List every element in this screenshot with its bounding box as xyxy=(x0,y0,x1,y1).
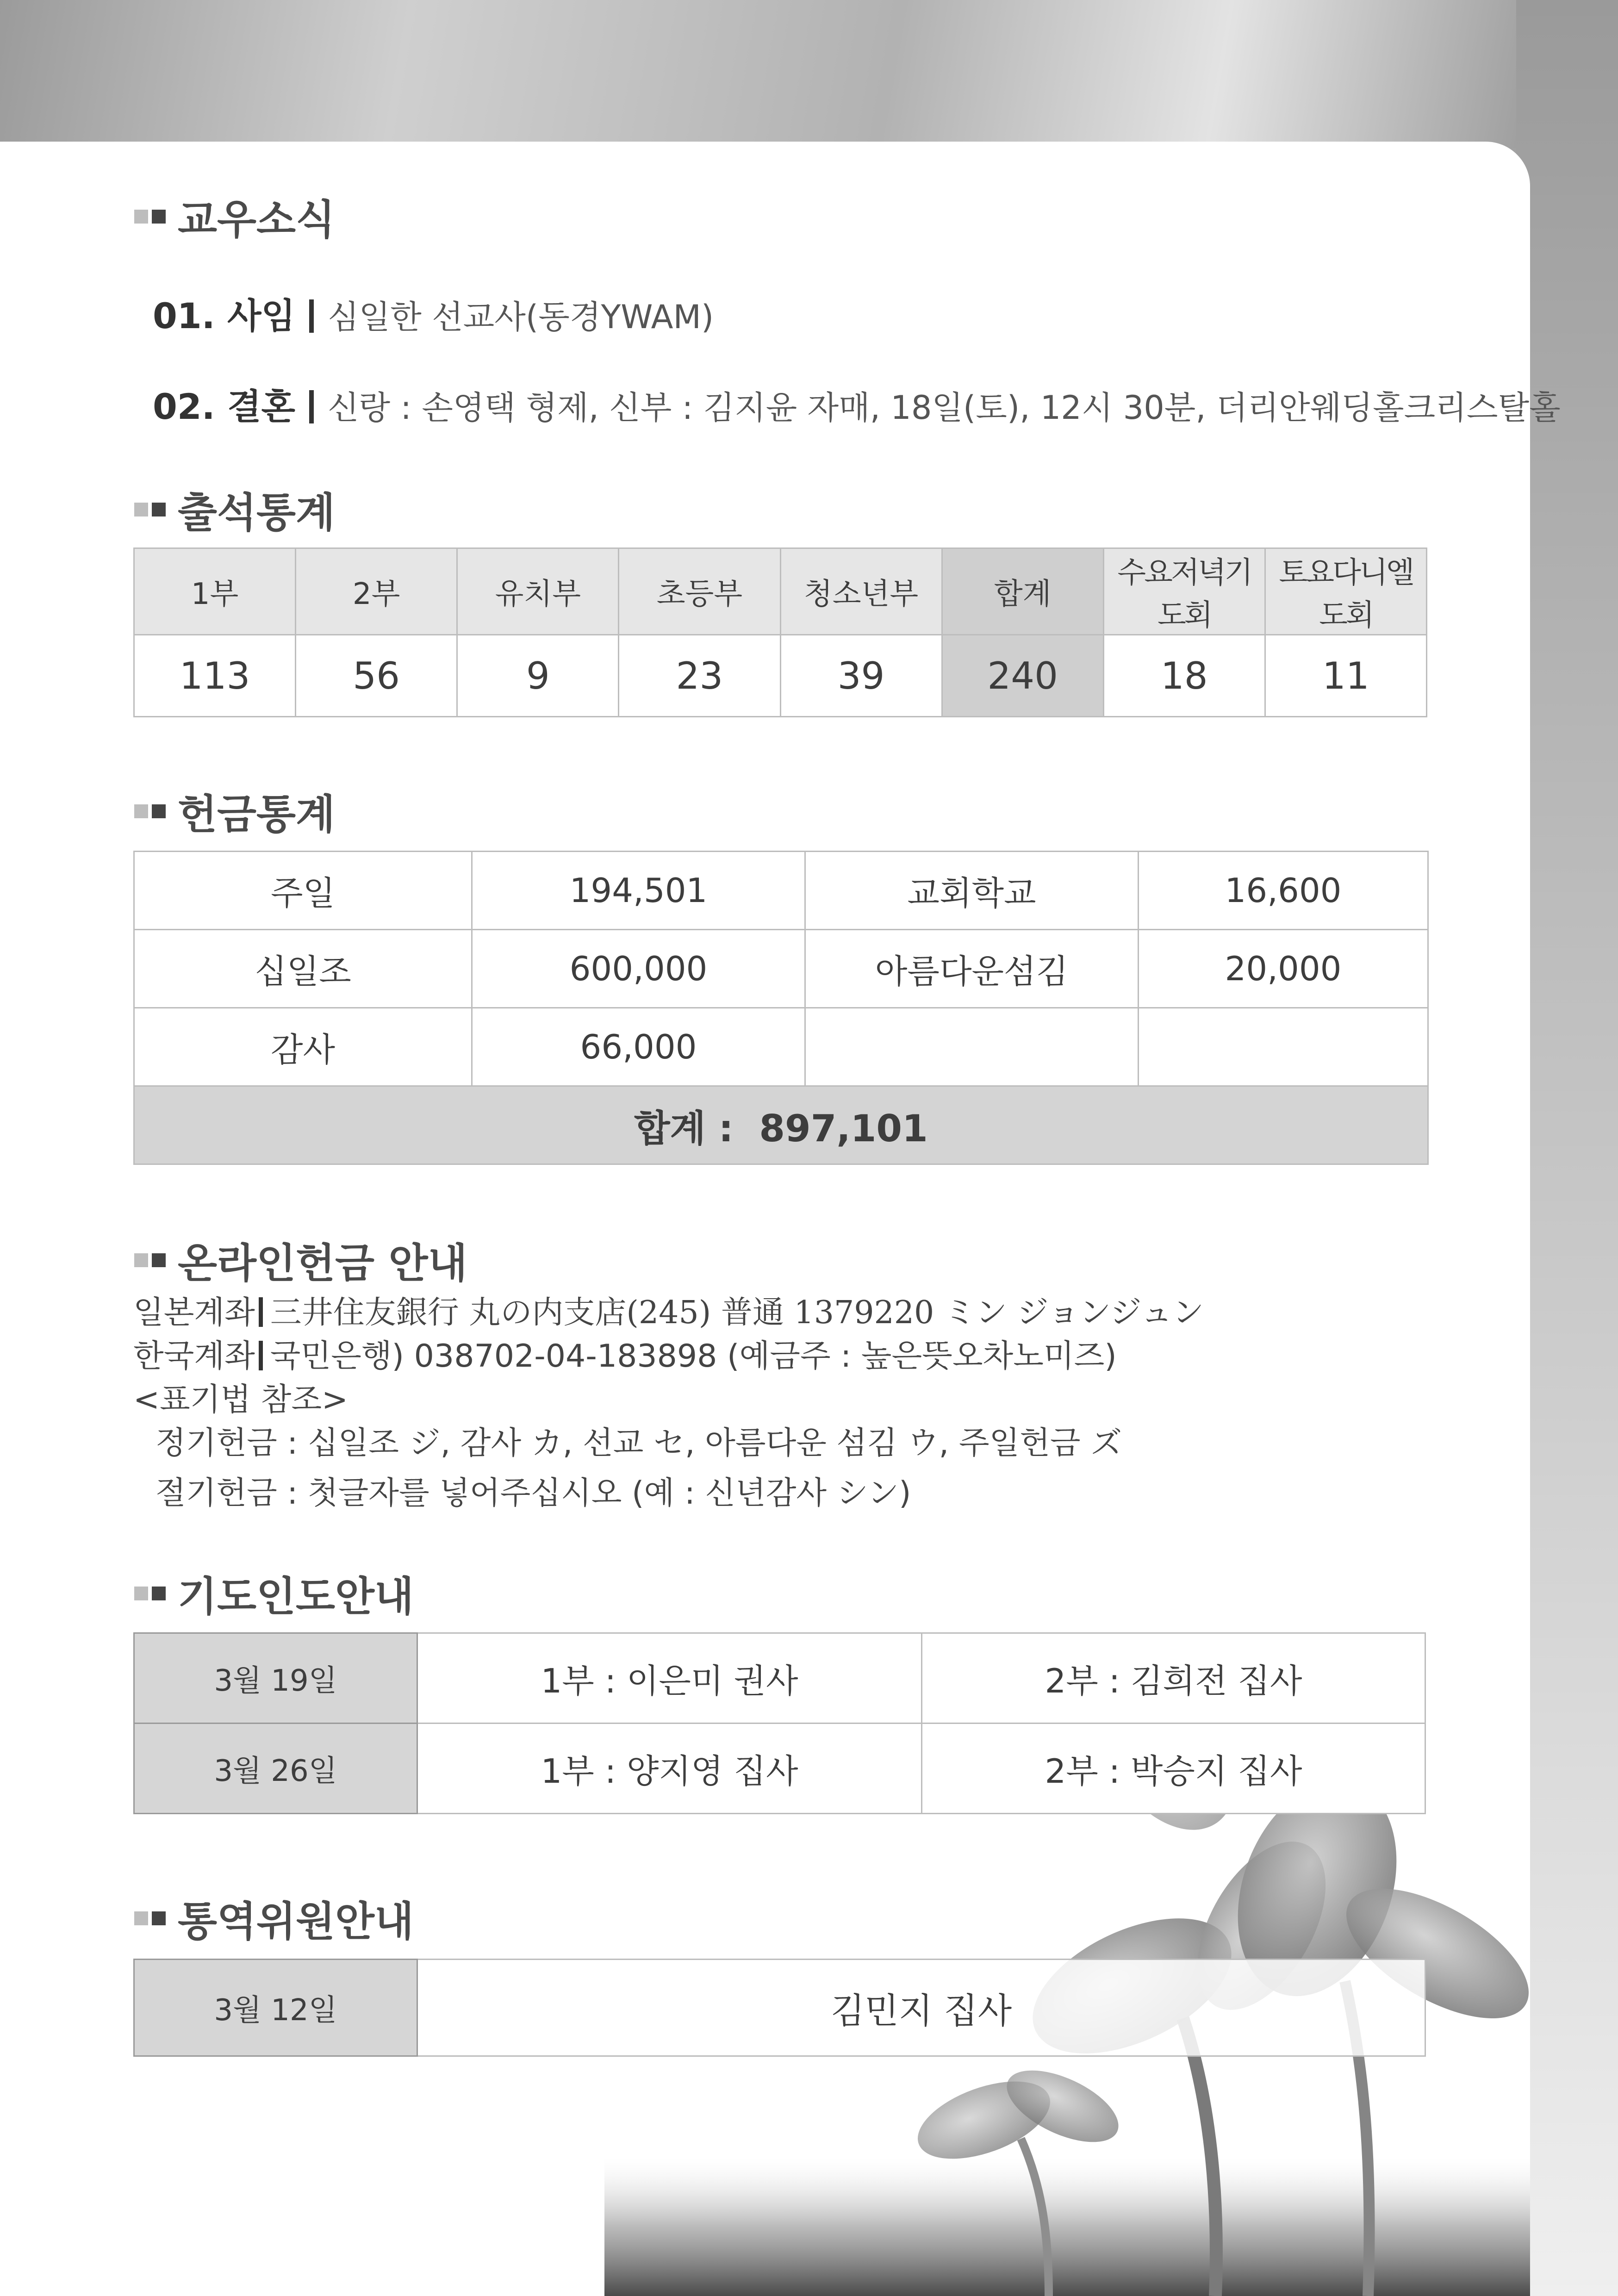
japan-account: 일본계좌 三井住友銀行 丸の内支店(245) 普通 1379220 ミン ジョンジュン xyxy=(133,1294,1204,1331)
prayer-date: 3월 26일 xyxy=(134,1724,417,1814)
attendance-value: 39 xyxy=(780,635,942,717)
interpreter-table xyxy=(133,1959,1426,2057)
attendance-header-total: 합계 xyxy=(942,548,1103,635)
section-title-interpreter: 통역위원안내 xyxy=(134,1889,414,1948)
attendance-value: 23 xyxy=(619,635,780,717)
table-row xyxy=(134,930,1428,1008)
prayer-first-service: 1부 : 이은미 권사 xyxy=(417,1633,922,1724)
table-row xyxy=(134,1960,1425,2056)
section-title-attendance: 출석통계 xyxy=(134,480,335,539)
regular-offering-note: 정기헌금 : 십일조 ジ, 감사 カ, 선교 セ, 아름다운 섬김 ウ, 주일헌금 ズ xyxy=(156,1425,1122,1462)
table-row xyxy=(134,1724,1425,1814)
section-marker-icon xyxy=(134,210,166,224)
section-title-prayer: 기도인도안내 xyxy=(134,1564,414,1623)
offering-amount: 194,501 xyxy=(472,852,805,930)
attendance-header: 초등부 xyxy=(619,548,780,635)
seasonal-offering-note: 절기헌금 : 첫글자를 넣어주십시오 (예 : 신년감사 シン) xyxy=(156,1475,911,1512)
table-row xyxy=(134,1008,1428,1086)
attendance-header: 2부 xyxy=(296,548,457,635)
attendance-header: 수요저녁기도회 xyxy=(1103,548,1265,635)
attendance-value: 56 xyxy=(296,635,457,717)
section-marker-icon xyxy=(134,1911,166,1925)
interpreter-name: 김민지 집사 xyxy=(417,1960,1425,2056)
offering-total xyxy=(134,1086,1428,1164)
offering-table xyxy=(133,851,1429,1165)
attendance-header: 청소년부 xyxy=(780,548,942,635)
attendance-value: 9 xyxy=(457,635,619,717)
news-item: 01. 사임 심일한 선교사(동경YWAM) xyxy=(153,295,714,336)
offering-amount: 16,600 xyxy=(1139,852,1428,930)
attendance-value: 113 xyxy=(134,635,296,717)
attendance-header-row xyxy=(134,548,1427,635)
news-item: 02. 결혼 신랑 : 손영택 형제, 신부 : 김지윤 자매, 18일(토), 12시 30분, 더리안웨딩홀크리스탈홀 xyxy=(153,386,1561,427)
prayer-second-service: 2부 : 박승지 집사 xyxy=(922,1724,1425,1814)
offering-amount: 66,000 xyxy=(472,1008,805,1086)
prayer-second-service: 2부 : 김희전 집사 xyxy=(922,1633,1425,1724)
korea-account: 한국계좌 국민은행) 038702-04-183898 (예금주 : 높은뜻오차노미즈) xyxy=(133,1338,1117,1375)
section-title-news: 교우소식 xyxy=(134,187,335,246)
section-marker-icon xyxy=(134,1253,166,1267)
section-marker-icon xyxy=(134,503,166,516)
attendance-value-total: 240 xyxy=(942,635,1103,717)
section-title-online: 온라인헌금 안내 xyxy=(134,1231,467,1289)
offering-amount: 20,000 xyxy=(1139,930,1428,1008)
offering-label: 주일 xyxy=(134,852,472,930)
interpreter-date: 3월 12일 xyxy=(134,1960,417,2056)
attendance-header: 유치부 xyxy=(457,548,619,635)
offering-label: 교회학교 xyxy=(805,852,1139,930)
offering-amount: 600,000 xyxy=(472,930,805,1008)
attendance-header: 토요다니엘도회 xyxy=(1265,548,1426,635)
table-row xyxy=(134,852,1428,930)
attendance-value-row xyxy=(134,635,1427,717)
side-photo-band xyxy=(1516,0,1618,2296)
offering-total-row xyxy=(134,1086,1428,1164)
attendance-header: 1부 xyxy=(134,548,296,635)
attendance-value: 18 xyxy=(1103,635,1265,717)
attendance-table xyxy=(133,548,1427,717)
offering-label: 감사 xyxy=(134,1008,472,1086)
offering-label: 십일조 xyxy=(134,930,472,1008)
attendance-value: 11 xyxy=(1265,635,1426,717)
offering-total-value: 897,101 xyxy=(759,1107,928,1150)
prayer-table xyxy=(133,1632,1426,1814)
prayer-date: 3월 19일 xyxy=(134,1633,417,1724)
prayer-first-service: 1부 : 양지영 집사 xyxy=(417,1724,922,1814)
offering-total-label: 합계 : xyxy=(634,1107,734,1150)
offering-amount xyxy=(1139,1008,1428,1086)
header-photo-band xyxy=(0,0,1618,148)
offering-label xyxy=(805,1008,1139,1086)
table-row xyxy=(134,1633,1425,1724)
section-title-offering: 헌금통계 xyxy=(134,782,335,840)
offering-label: 아름다운섬김 xyxy=(805,930,1139,1008)
section-marker-icon xyxy=(134,1587,166,1600)
section-marker-icon xyxy=(134,804,166,818)
notation-title: <표기법 참조> xyxy=(133,1381,348,1418)
online-offering-info xyxy=(133,1291,1204,1515)
